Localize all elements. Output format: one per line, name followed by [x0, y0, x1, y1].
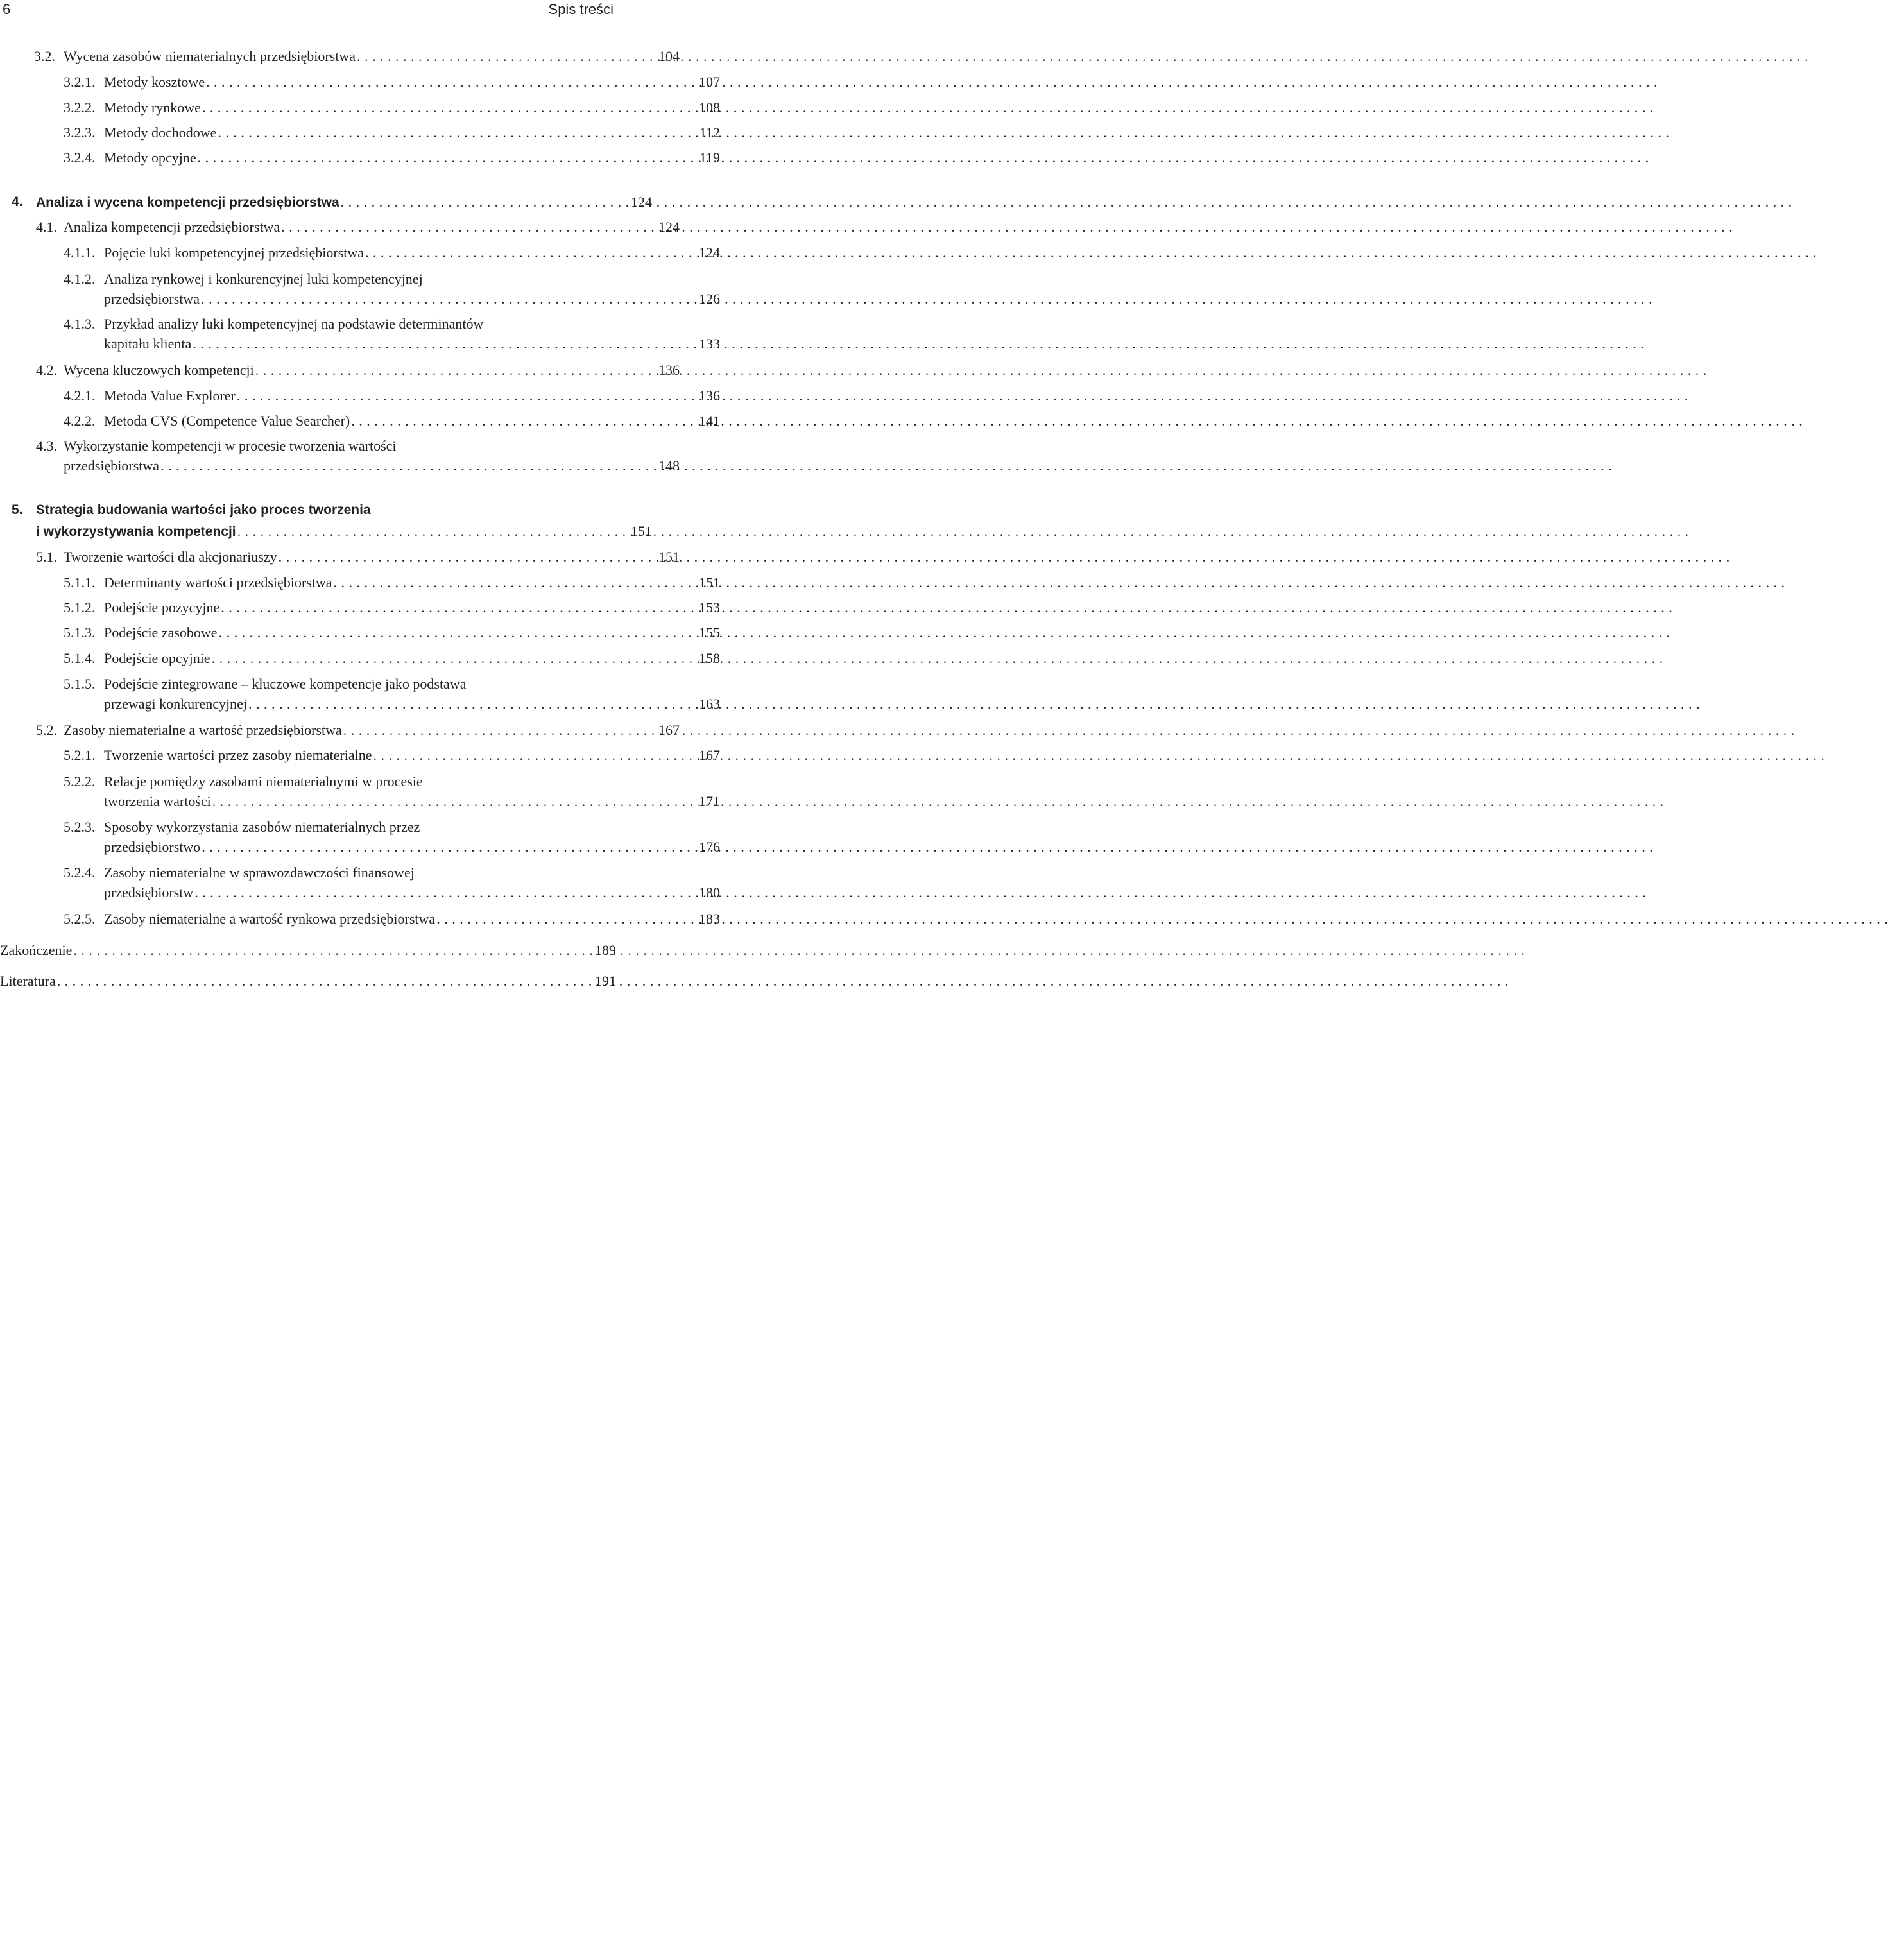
toc-entry-number: 5.1.1. [64, 574, 96, 590]
toc-entry-number: 5.2.3. [64, 819, 96, 835]
toc-entry-number: 4.1.1. [64, 245, 96, 261]
toc-entry-title: Tworzenie wartości przez zasoby niematerialne [104, 747, 372, 763]
toc-entry-number: 3.2.1. [64, 74, 96, 90]
table-of-contents [0, 0, 720, 989]
toc-entry-page: 136 [658, 362, 680, 378]
toc-entry-title: Podejście zasobowe [104, 624, 218, 640]
toc-page [0, 0, 720, 989]
toc-entry-number: 3.2.2. [64, 99, 96, 116]
toc-entry-page: 189 [595, 942, 616, 958]
toc-entry-title: Metoda CVS (Competence Value Searcher) [104, 413, 350, 429]
toc-entry-title: Podejście opcyjnie [104, 650, 210, 666]
toc-entry-number: 4.2. [36, 362, 57, 378]
toc-entry-title: przewagi konkurencyjnej [104, 696, 247, 712]
toc-entry-title: Metody rynkowe [104, 99, 201, 116]
toc-entry-title: tworzenia wartości [104, 793, 211, 809]
toc-entry-number: 5.2.2. [64, 773, 96, 789]
toc-entry-title: Podejście pozycyjne [104, 599, 220, 615]
toc-entry-page: 136 [699, 388, 720, 404]
toc-entry-page: 151 [699, 574, 720, 590]
toc-entry-number: 5.1. [36, 549, 57, 565]
toc-entry-number: 4.1. [36, 219, 57, 235]
toc-entry-page: 151 [631, 523, 652, 539]
toc-entry-page: 124 [658, 219, 680, 235]
toc-entry-page: 119 [699, 150, 720, 166]
toc-entry-title-line: Wykorzystanie kompetencji w procesie tworzenia wartości [64, 438, 397, 454]
toc-entry-page: 126 [699, 291, 720, 307]
toc-entry-page: 107 [699, 74, 720, 90]
toc-entry-number: 5. [12, 503, 23, 517]
toc-entry-title: przedsiębiorstwa [64, 458, 160, 474]
toc-entry-page: 133 [699, 336, 720, 352]
toc-entry-title: Wycena kluczowych kompetencji [64, 362, 254, 378]
toc-entry-page: 141 [699, 413, 720, 429]
running-title: Spis treści [548, 1, 614, 17]
toc-entry-title-line: Strategia budowania wartości jako proces tworzenia [36, 503, 371, 517]
toc-entry-number: 3.2.3. [64, 125, 96, 141]
toc-entry-title: Metody opcyjne [104, 150, 196, 166]
toc-entry-title: Zasoby niematerialne a wartość rynkowa przedsiębiorstwa [104, 911, 436, 927]
toc-entry-page: 108 [699, 99, 720, 116]
toc-entry-title-line: Podejście zintegrowane – kluczowe kompetencje jako podstawa [104, 676, 467, 692]
toc-entry-page: 183 [699, 911, 720, 927]
toc-entry-page: 167 [658, 722, 680, 738]
toc-entry-number: 5.1.4. [64, 650, 96, 666]
toc-entry-title: Analiza i wycena kompetencji przedsiębiorstwa [36, 195, 339, 210]
toc-entry-number: 4.1.3. [64, 316, 96, 332]
toc-entry-page: 163 [699, 696, 720, 712]
toc-entry-title-line: Sposoby wykorzystania zasobów niematerialnych przez [104, 819, 420, 835]
toc-entry-title-line: Analiza rynkowej i konkurencyjnej luki kompetencyjnej [104, 271, 423, 287]
toc-entry-number: 5.1.5. [64, 676, 96, 692]
toc-entry-number: 4.1.2. [64, 271, 96, 287]
toc-entry-title: Analiza kompetencji przedsiębiorstwa [64, 219, 280, 235]
toc-entry-page: 112 [699, 125, 720, 141]
toc-entry-number: 3.2.4. [64, 150, 96, 166]
toc-entry-title: Wycena zasobów niematerialnych przedsiębiorstwa [64, 48, 356, 64]
toc-entry-title: Zasoby niematerialne a wartość przedsiębiorstwa [64, 722, 342, 738]
toc-entry-page: 104 [658, 48, 680, 64]
toc-entry-page: 155 [699, 624, 720, 640]
toc-entry-page: 148 [658, 458, 680, 474]
toc-entry-page: 124 [631, 194, 652, 210]
toc-entry-title-line: Przykład analizy luki kompetencyjnej na podstawie determinantów [104, 316, 484, 332]
toc-entry-title: kapitału klienta [104, 336, 192, 352]
toc-entry-title: przedsiębiorstwo [104, 839, 201, 855]
toc-entry-title: i wykorzystywania kompetencji [36, 524, 236, 539]
toc-entry-number: 4.2.2. [64, 413, 96, 429]
toc-entry-title: przedsiębiorstwa [104, 291, 200, 307]
toc-entry-title: Metoda Value Explorer [104, 388, 236, 404]
toc-entry-page: 124 [699, 245, 720, 261]
toc-entry-number: 5.1.3. [64, 624, 96, 640]
toc-entry-number: 3.2. [34, 48, 55, 64]
toc-entry-title: przedsiębiorstw [104, 884, 194, 900]
toc-entry-title: Zakończenie [0, 942, 73, 958]
toc-entry-title: Determinanty wartości przedsiębiorstwa [104, 574, 332, 590]
toc-entry-page: 176 [699, 839, 720, 855]
toc-entry-number: 5.2.4. [64, 864, 96, 881]
toc-entry-title: Literatura [0, 973, 56, 989]
toc-entry-number: 5.2.1. [64, 747, 96, 763]
toc-entry-number: 5.2. [36, 722, 57, 738]
toc-entry-page: 191 [595, 973, 616, 989]
toc-entry-page: 153 [699, 599, 720, 615]
toc-entry-title: Pojęcie luki kompetencyjnej przedsiębiorstwa [104, 245, 365, 261]
page-number: 6 [3, 1, 11, 17]
toc-entry-number: 5.1.2. [64, 599, 96, 615]
toc-entry-title: Tworzenie wartości dla akcjonariuszy [64, 549, 277, 565]
toc-entry-page: 167 [699, 747, 720, 763]
toc-entry-title: Metody dochodowe [104, 125, 217, 141]
toc-entry-number: 5.2.5. [64, 911, 96, 927]
toc-entry-page: 151 [658, 549, 680, 565]
toc-entry-title-line: Zasoby niematerialne w sprawozdawczości finansowej [104, 864, 415, 881]
toc-entry-number: 4.2.1. [64, 388, 96, 404]
toc-entry-page: 180 [699, 884, 720, 900]
toc-entry-number: 4.3. [36, 438, 57, 454]
toc-entry-title: Metody kosztowe [104, 74, 205, 90]
toc-entry-page: 158 [699, 650, 720, 666]
toc-entry-page: 171 [699, 793, 720, 809]
toc-entry-number: 4. [12, 194, 23, 209]
toc-entry-title-line: Relacje pomiędzy zasobami niematerialnymi w procesie [104, 773, 423, 789]
